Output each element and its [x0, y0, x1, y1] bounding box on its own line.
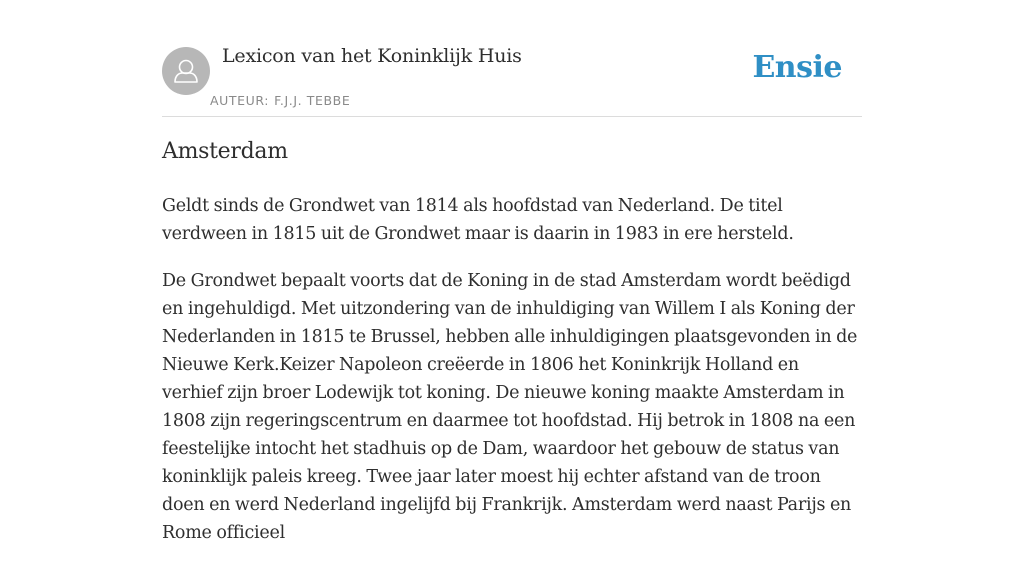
user-icon-graphic	[162, 47, 210, 95]
author-line	[210, 93, 350, 108]
paragraph: De Grondwet bepaalt voorts dat de Koning in de stad Amsterdam wordt beëdigd en ingehuldigd. Met uitzondering van de inhuldiging van Willem I als Koning der Nederlanden in 1815 te Brussel, hebben alle inhuldigingen plaatsgevonden in de Nieuwe Kerk.Keizer Napoleon creëerde in 1806 het Koninkrijk Holland en verhief zijn broer Lodewijk tot koning. De nieuwe koning maakte Amsterdam in 1808 zijn regeringscentrum en daarmee tot hoofdstad. Hij betrok in 1808 na een feestelijke intocht het stadhuis op de Dam, waardoor het gebouw de status van koninklijk paleis kreeg. Twee jaar later moest hij echter afstand van de troon doen en werd Nederland ingelijfd bij Frankrijk. Amsterdam werd naast Parijs en Rome officieel	[162, 271, 858, 543]
author-name[interactable]: F.J.J. TEBBE	[274, 93, 351, 108]
book-title[interactable]: Lexicon van het Koninklijk Huis	[222, 45, 522, 67]
author-label: AUTEUR:	[210, 93, 270, 108]
user-icon[interactable]	[162, 47, 210, 95]
article-body	[162, 192, 862, 566]
paragraph: Geldt sinds de Grondwet van 1814 als hoofdstad van Nederland. De titel verdween in 1815 uit de Grondwet maar is daarin in 1983 in ere hersteld.	[162, 196, 794, 244]
brand-logo[interactable]: Ensie	[752, 50, 842, 85]
article-title: Amsterdam	[162, 139, 288, 164]
book-header	[162, 0, 862, 117]
